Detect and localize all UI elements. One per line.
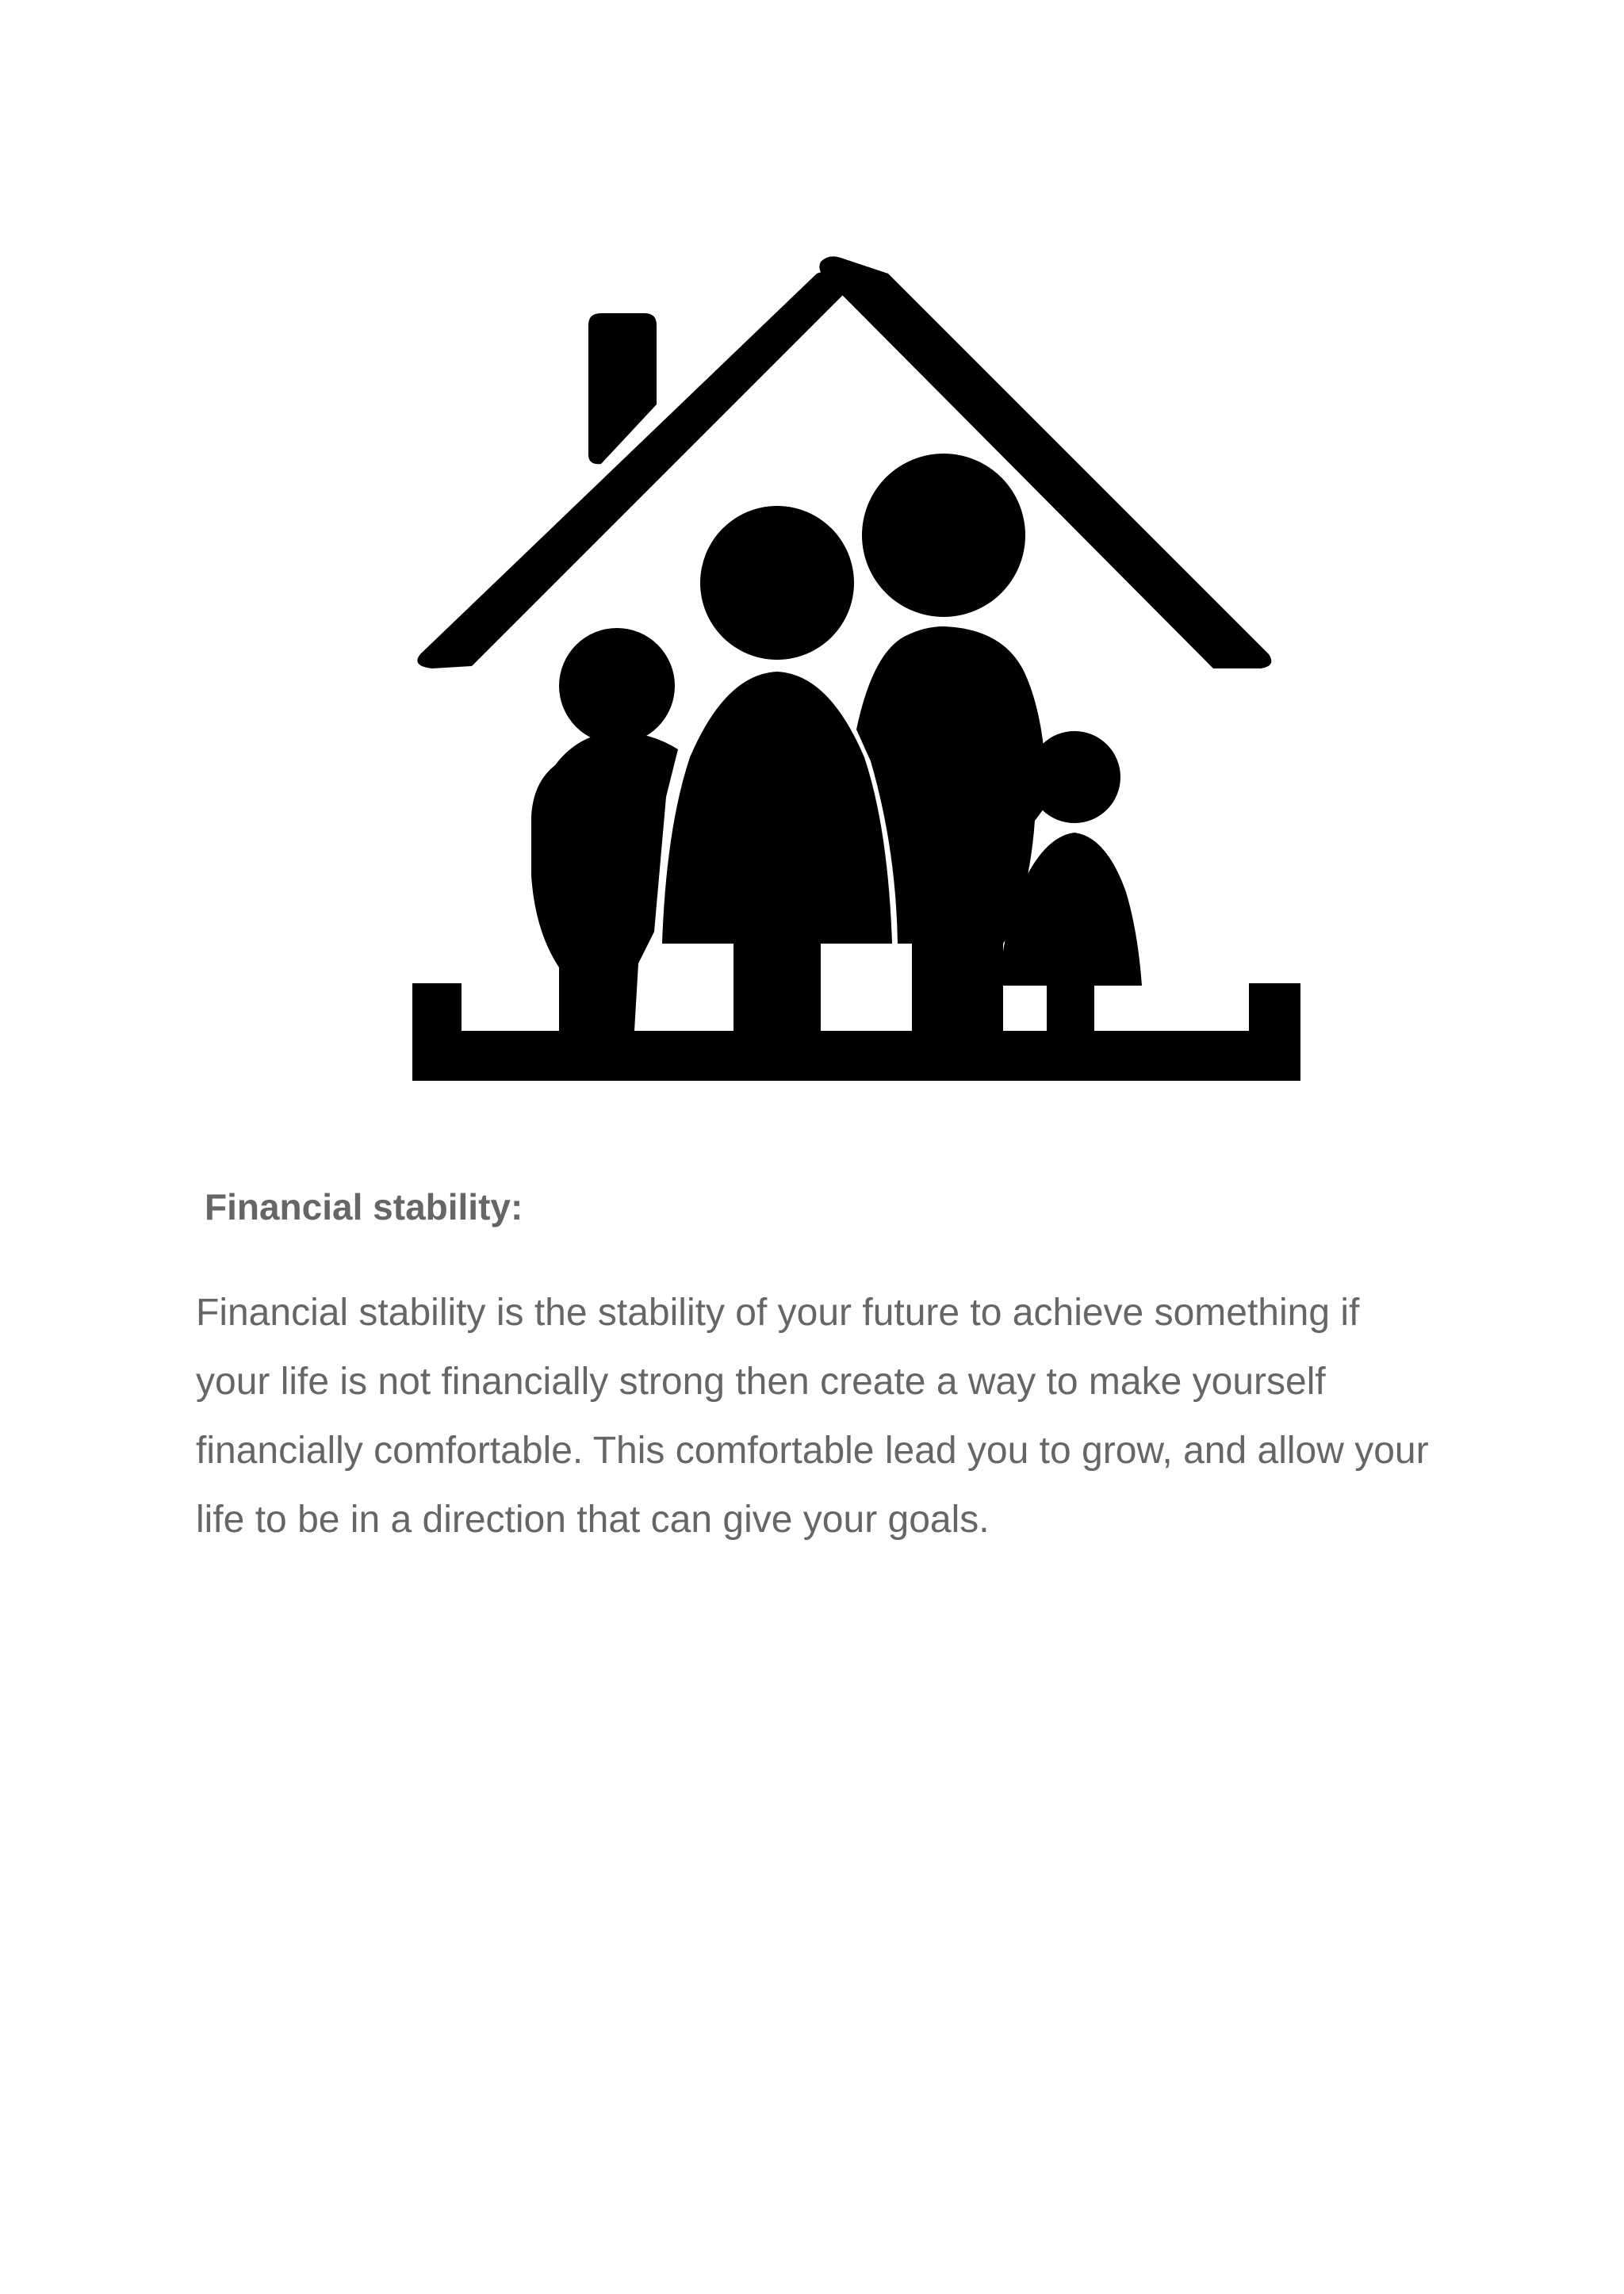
body-paragraph: Financial stability is the stability of your future to achieve something if your life is not financially strong then create a way to make yourself financially comfortable. This comfortable lead you to grow, and allow your life to be in a direction that can give your goals. <box>196 1292 1429 1541</box>
floor-shape <box>412 983 1300 1081</box>
roof-right-shape <box>819 256 1271 668</box>
family-house-icon <box>396 250 1348 1082</box>
father-head <box>862 454 1025 617</box>
section-heading: Financial stability: <box>205 1186 523 1227</box>
child-left-head <box>559 628 675 744</box>
child-left-body <box>531 732 678 1031</box>
child-right-head <box>1028 731 1120 823</box>
mother-head <box>700 506 854 660</box>
